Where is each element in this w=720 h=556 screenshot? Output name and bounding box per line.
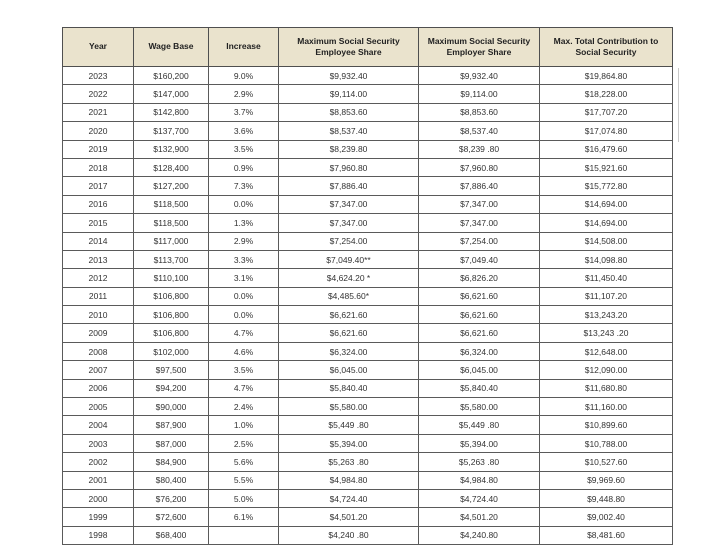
table-cell: $17,074.80 <box>540 122 673 140</box>
table-cell: 6.1% <box>209 508 279 526</box>
table-cell: $9,932.40 <box>419 67 540 85</box>
table-cell: $10,527.60 <box>540 453 673 471</box>
table-row <box>63 85 673 103</box>
table-cell: 0.0% <box>209 306 279 324</box>
table-cell: $4,624.20 * <box>279 269 419 287</box>
table-row <box>63 269 673 287</box>
table-cell: 2015 <box>63 214 134 232</box>
table-cell: $4,724.40 <box>279 489 419 507</box>
table-cell: $9,114.00 <box>279 85 419 103</box>
table-cell: $7,886.40 <box>419 177 540 195</box>
table-cell: $118,500 <box>134 214 209 232</box>
table-cell: $7,347.00 <box>279 214 419 232</box>
table-row <box>63 67 673 85</box>
table-cell: $18,228.00 <box>540 85 673 103</box>
table-cell: $5,394.00 <box>279 434 419 452</box>
table-cell: $11,450.40 <box>540 269 673 287</box>
table-cell: $8,239 .80 <box>419 140 540 158</box>
table-cell: 2.9% <box>209 232 279 250</box>
table-cell: $11,160.00 <box>540 398 673 416</box>
table-cell: $7,886.40 <box>279 177 419 195</box>
table-row <box>63 342 673 360</box>
table-cell: $102,000 <box>134 342 209 360</box>
table-cell: 3.5% <box>209 361 279 379</box>
table-cell: 4.7% <box>209 379 279 397</box>
table-cell: $5,394.00 <box>419 434 540 452</box>
table-row <box>63 195 673 213</box>
table-cell: 3.7% <box>209 103 279 121</box>
table-cell: 2005 <box>63 398 134 416</box>
table-cell: $106,800 <box>134 306 209 324</box>
table-cell: 5.5% <box>209 471 279 489</box>
table-cell: $6,621.60 <box>419 324 540 342</box>
table-cell: $5,449 .80 <box>279 416 419 434</box>
table-cell: $127,200 <box>134 177 209 195</box>
table-cell: 2013 <box>63 250 134 268</box>
table-cell: 2016 <box>63 195 134 213</box>
table-cell: $4,984.80 <box>419 471 540 489</box>
table-cell: $4,501.20 <box>419 508 540 526</box>
table-cell: $6,621.60 <box>279 306 419 324</box>
table-row <box>63 508 673 526</box>
table-row <box>63 471 673 489</box>
table-cell: $9,448.80 <box>540 489 673 507</box>
table-cell: 9.0% <box>209 67 279 85</box>
table-cell: 3.6% <box>209 122 279 140</box>
table-cell: $5,840.40 <box>279 379 419 397</box>
table-row <box>63 434 673 452</box>
table-cell: $15,772.80 <box>540 177 673 195</box>
table-cell: $8,239.80 <box>279 140 419 158</box>
table-cell: 2017 <box>63 177 134 195</box>
table-cell: 1.0% <box>209 416 279 434</box>
table-cell: $106,800 <box>134 324 209 342</box>
table-cell: $7,049.40** <box>279 250 419 268</box>
table-row <box>63 287 673 305</box>
table-row <box>63 398 673 416</box>
table-cell: $4,501.20 <box>279 508 419 526</box>
table-cell: 2004 <box>63 416 134 434</box>
table-cell: $5,449 .80 <box>419 416 540 434</box>
table-row <box>63 158 673 176</box>
header-row <box>63 28 673 67</box>
social-security-wage-base-table <box>62 27 673 545</box>
table-cell: $14,098.80 <box>540 250 673 268</box>
table-cell: $7,254.00 <box>279 232 419 250</box>
table-cell: $10,899.60 <box>540 416 673 434</box>
table-cell: $6,045.00 <box>419 361 540 379</box>
table-cell: $76,200 <box>134 489 209 507</box>
table-cell: 2.5% <box>209 434 279 452</box>
table-cell: $6,324.00 <box>419 342 540 360</box>
table-cell: $13,243.20 <box>540 306 673 324</box>
table-cell: 2.9% <box>209 85 279 103</box>
table-cell: $5,263 .80 <box>419 453 540 471</box>
table-cell: $7,960.80 <box>419 158 540 176</box>
table-cell: $5,840.40 <box>419 379 540 397</box>
table-cell: $4,240.80 <box>419 526 540 544</box>
table-row <box>63 306 673 324</box>
table-row <box>63 214 673 232</box>
table-row <box>63 526 673 544</box>
table-cell: $8,853.60 <box>419 103 540 121</box>
table-cell: $147,000 <box>134 85 209 103</box>
table-cell: 2001 <box>63 471 134 489</box>
table-cell: 1.3% <box>209 214 279 232</box>
table-cell: 2009 <box>63 324 134 342</box>
table-cell: $9,932.40 <box>279 67 419 85</box>
table-row <box>63 489 673 507</box>
table-cell: $5,263 .80 <box>279 453 419 471</box>
table-cell: 2.4% <box>209 398 279 416</box>
table-cell: $9,114.00 <box>419 85 540 103</box>
table-cell: 2019 <box>63 140 134 158</box>
table-row <box>63 453 673 471</box>
table-cell: $118,500 <box>134 195 209 213</box>
table-cell: $106,800 <box>134 287 209 305</box>
column-header-2: Increase <box>209 28 279 67</box>
table-cell: $5,580.00 <box>279 398 419 416</box>
table-cell: 2023 <box>63 67 134 85</box>
table-cell: $12,648.00 <box>540 342 673 360</box>
table-cell: $84,900 <box>134 453 209 471</box>
table-cell: $8,481.60 <box>540 526 673 544</box>
table-cell: $17,707.20 <box>540 103 673 121</box>
table-cell: $11,680.80 <box>540 379 673 397</box>
table-cell: $7,960.80 <box>279 158 419 176</box>
table-cell: $132,900 <box>134 140 209 158</box>
table-row <box>63 140 673 158</box>
table-cell: 2022 <box>63 85 134 103</box>
table-cell: $7,049.40 <box>419 250 540 268</box>
table-cell: 5.6% <box>209 453 279 471</box>
table-cell: $9,969.60 <box>540 471 673 489</box>
table-cell: $12,090.00 <box>540 361 673 379</box>
table-cell: $7,347.00 <box>279 195 419 213</box>
table-cell: $9,002.40 <box>540 508 673 526</box>
table-cell: 2003 <box>63 434 134 452</box>
table-cell: 2018 <box>63 158 134 176</box>
table-cell <box>209 526 279 544</box>
table-cell: $7,347.00 <box>419 214 540 232</box>
table-cell: 2000 <box>63 489 134 507</box>
column-header-3: Maximum Social Security Employee Share <box>279 28 419 67</box>
table-cell: $15,921.60 <box>540 158 673 176</box>
table-row <box>63 232 673 250</box>
table-body <box>63 67 673 545</box>
table-cell: $4,485.60* <box>279 287 419 305</box>
table-cell: 2008 <box>63 342 134 360</box>
table-cell: $6,324.00 <box>279 342 419 360</box>
table-cell: $4,240 .80 <box>279 526 419 544</box>
table-cell: $137,700 <box>134 122 209 140</box>
table-cell: $68,400 <box>134 526 209 544</box>
table-cell: 3.1% <box>209 269 279 287</box>
table-header <box>63 28 673 67</box>
table-cell: $19,864.80 <box>540 67 673 85</box>
table-cell: $4,984.80 <box>279 471 419 489</box>
table-cell: $142,800 <box>134 103 209 121</box>
table-cell: $110,100 <box>134 269 209 287</box>
table-cell: $94,200 <box>134 379 209 397</box>
table-cell: $8,537.40 <box>419 122 540 140</box>
table-cell: 2014 <box>63 232 134 250</box>
table-cell: $4,724.40 <box>419 489 540 507</box>
table-cell: $87,000 <box>134 434 209 452</box>
table-cell: 0.0% <box>209 195 279 213</box>
table-row <box>63 379 673 397</box>
table-row <box>63 361 673 379</box>
table-cell: 2020 <box>63 122 134 140</box>
table-cell: $128,400 <box>134 158 209 176</box>
table-cell: $11,107.20 <box>540 287 673 305</box>
table-cell: 0.9% <box>209 158 279 176</box>
table-cell: 2021 <box>63 103 134 121</box>
column-header-1: Wage Base <box>134 28 209 67</box>
table-cell: 2006 <box>63 379 134 397</box>
column-header-5: Max. Total Contribution to Social Security <box>540 28 673 67</box>
table-cell: $117,000 <box>134 232 209 250</box>
table-cell: 5.0% <box>209 489 279 507</box>
table-row <box>63 177 673 195</box>
table-cell: $13,243 .20 <box>540 324 673 342</box>
table-cell: 3.3% <box>209 250 279 268</box>
table-row <box>63 122 673 140</box>
table-cell: 1999 <box>63 508 134 526</box>
table-cell: $10,788.00 <box>540 434 673 452</box>
table-cell: 1998 <box>63 526 134 544</box>
table-row <box>63 250 673 268</box>
table-cell: $14,508.00 <box>540 232 673 250</box>
table-cell: $14,694.00 <box>540 195 673 213</box>
table-cell: $72,600 <box>134 508 209 526</box>
table-cell: $7,347.00 <box>419 195 540 213</box>
table-cell: $16,479.60 <box>540 140 673 158</box>
table-row <box>63 103 673 121</box>
column-header-4: Maximum Social Security Employer Share <box>419 28 540 67</box>
table-cell: $6,621.60 <box>279 324 419 342</box>
table-cell: 2011 <box>63 287 134 305</box>
table-cell: $14,694.00 <box>540 214 673 232</box>
table-cell: 0.0% <box>209 287 279 305</box>
table-cell: 3.5% <box>209 140 279 158</box>
table-cell: 2007 <box>63 361 134 379</box>
table-row <box>63 324 673 342</box>
table-cell: $8,853.60 <box>279 103 419 121</box>
table-cell: $90,000 <box>134 398 209 416</box>
table-right-edge-shadow <box>678 68 679 142</box>
table-cell: 4.7% <box>209 324 279 342</box>
table-cell: $80,400 <box>134 471 209 489</box>
table-row <box>63 416 673 434</box>
table-cell: $7,254.00 <box>419 232 540 250</box>
table-cell: $87,900 <box>134 416 209 434</box>
table-cell: 4.6% <box>209 342 279 360</box>
table-cell: $97,500 <box>134 361 209 379</box>
column-header-0: Year <box>63 28 134 67</box>
table-cell: $6,826.20 <box>419 269 540 287</box>
table-cell: $8,537.40 <box>279 122 419 140</box>
table-cell: 2002 <box>63 453 134 471</box>
table-cell: $160,200 <box>134 67 209 85</box>
table-cell: $6,621.60 <box>419 306 540 324</box>
table-cell: $6,045.00 <box>279 361 419 379</box>
table-cell: $5,580.00 <box>419 398 540 416</box>
table-cell: $6,621.60 <box>419 287 540 305</box>
table-cell: 2010 <box>63 306 134 324</box>
table-cell: $113,700 <box>134 250 209 268</box>
table-cell: 7.3% <box>209 177 279 195</box>
table-cell: 2012 <box>63 269 134 287</box>
